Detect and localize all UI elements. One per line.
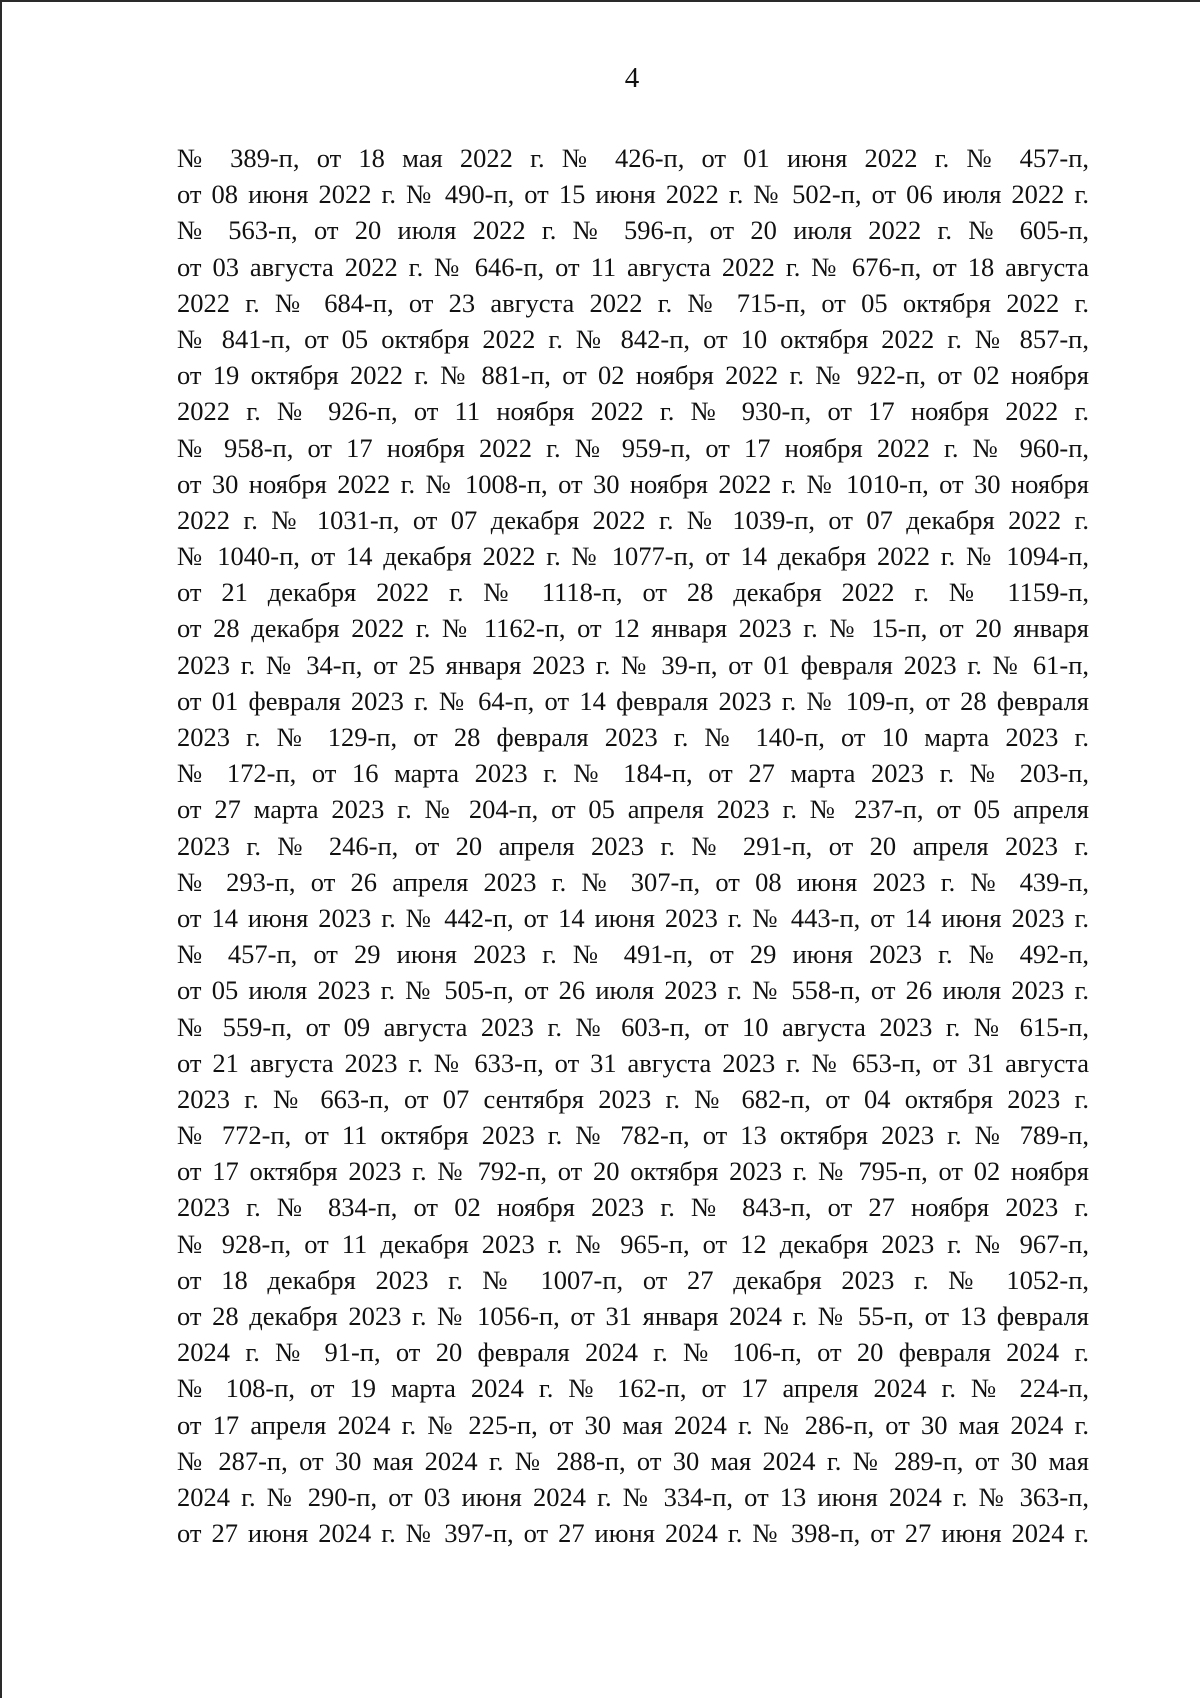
text-line: № 172-п, от 16 марта 2023 г. № 184-п, от 27 марта 2023 г. № 203-п, <box>177 758 1089 789</box>
text-line: от 17 октября 2023 г. № 792-п, от 20 октября 2023 г. № 795-п, от 02 ноября <box>177 1156 1089 1187</box>
text-line: от 08 июня 2022 г. № 490-п, от 15 июня 2022 г. № 502-п, от 06 июля 2022 г. <box>177 179 1089 210</box>
text-line: № 559-п, от 09 августа 2023 г. № 603-п, от 10 августа 2023 г. № 615-п, <box>177 1011 1089 1042</box>
text-line: от 01 февраля 2023 г. № 64-п, от 14 февраля 2023 г. № 109-п, от 28 февраля <box>177 685 1089 716</box>
text-line: от 18 декабря 2023 г. № 1007-п, от 27 декабря 2023 г. № 1052-п, <box>177 1264 1089 1295</box>
text-line: № 1040-п, от 14 декабря 2022 г. № 1077-п, от 14 декабря 2022 г. № 1094-п, <box>177 541 1089 572</box>
text-line: от 27 июня 2024 г. № 397-п, от 27 июня 2024 г. № 398-п, от 27 июня 2024 г. <box>177 1518 1089 1549</box>
text-line: № 108-п, от 19 марта 2024 г. № 162-п, от 17 апреля 2024 г. № 224-п, <box>177 1373 1089 1404</box>
text-line: № 958-п, от 17 ноября 2022 г. № 959-п, от 17 ноября 2022 г. № 960-п, <box>177 432 1089 463</box>
text-line: от 05 июля 2023 г. № 505-п, от 26 июля 2023 г. № 558-п, от 26 июля 2023 г. <box>177 975 1089 1006</box>
text-line: от 27 марта 2023 г. № 204-п, от 05 апреля 2023 г. № 237-п, от 05 апреля <box>177 794 1089 825</box>
text-line: 2022 г. № 926-п, от 11 ноября 2022 г. № 930-п, от 17 ноября 2022 г. <box>177 396 1089 427</box>
text-line: от 21 декабря 2022 г. № 1118-п, от 28 декабря 2022 г. № 1159-п, <box>177 577 1089 608</box>
text-line: 2023 г. № 246-п, от 20 апреля 2023 г. № 291-п, от 20 апреля 2023 г. <box>177 830 1089 861</box>
text-line: 2024 г. № 290-п, от 03 июня 2024 г. № 334-п, от 13 июня 2024 г. № 363-п, <box>177 1481 1089 1512</box>
text-line: от 21 августа 2023 г. № 633-п, от 31 августа 2023 г. № 653-п, от 31 августа <box>177 1047 1089 1078</box>
text-line: от 30 ноября 2022 г. № 1008-п, от 30 ноября 2022 г. № 1010-п, от 30 ноября <box>177 468 1089 499</box>
page-number: 4 <box>624 62 640 94</box>
text-line: № 772-п, от 11 октября 2023 г. № 782-п, от 13 октября 2023 г. № 789-п, <box>177 1120 1089 1151</box>
text-line: 2023 г. № 34-п, от 25 января 2023 г. № 39-п, от 01 февраля 2023 г. № 61-п, <box>177 649 1089 680</box>
text-line: 2023 г. № 129-п, от 28 февраля 2023 г. № 140-п, от 10 марта 2023 г. <box>177 722 1089 752</box>
text-line: от 28 декабря 2022 г. № 1162-п, от 12 января 2023 г. № 15-п, от 20 января <box>177 613 1089 644</box>
text-line: № 457-п, от 29 июня 2023 г. № 491-п, от 29 июня 2023 г. № 492-п, <box>177 939 1089 970</box>
text-line: 2022 г. № 684-п, от 23 августа 2022 г. № 715-п, от 05 октября 2022 г. <box>177 287 1089 318</box>
text-line: № 389-п, от 18 мая 2022 г. № 426-п, от 01 июня 2022 г. № 457-п, <box>177 143 1089 173</box>
text-line: 2022 г. № 1031-п, от 07 декабря 2022 г. № 1039-п, от 07 декабря 2022 г. <box>177 504 1089 535</box>
text-line: № 287-п, от 30 мая 2024 г. № 288-п, от 30 мая 2024 г. № 289-п, от 30 мая <box>177 1445 1089 1476</box>
text-line: от 14 июня 2023 г. № 442-п, от 14 июня 2023 г. № 443-п, от 14 июня 2023 г. <box>177 902 1089 933</box>
text-line: от 17 апреля 2024 г. № 225-п, от 30 мая 2024 г. № 286-п, от 30 мая 2024 г. <box>177 1409 1089 1440</box>
text-line: № 841-п, от 05 октября 2022 г. № 842-п, от 10 октября 2022 г. № 857-п, <box>177 323 1089 354</box>
text-line: 2023 г. № 834-п, от 02 ноября 2023 г. № 843-п, от 27 ноября 2023 г. <box>177 1192 1089 1223</box>
text-line: № 563-п, от 20 июля 2022 г. № 596-п, от 20 июля 2022 г. № 605-п, <box>177 215 1089 246</box>
text-line: 2024 г. № 91-п, от 20 февраля 2024 г. № 106-п, от 20 февраля 2024 г. <box>177 1337 1089 1368</box>
text-line: от 03 августа 2022 г. № 646-п, от 11 августа 2022 г. № 676-п, от 18 августа <box>177 251 1089 282</box>
body-text <box>177 140 1089 1551</box>
text-line: от 28 декабря 2023 г. № 1056-п, от 31 января 2024 г. № 55-п, от 13 февраля <box>177 1301 1089 1331</box>
text-line: № 928-п, от 11 декабря 2023 г. № 965-п, от 12 декабря 2023 г. № 967-п, <box>177 1228 1089 1259</box>
text-line: от 19 октября 2022 г. № 881-п, от 02 ноября 2022 г. № 922-п, от 02 ноября <box>177 360 1089 391</box>
text-line: № 293-п, от 26 апреля 2023 г. № 307-п, от 08 июня 2023 г. № 439-п, <box>177 866 1089 897</box>
text-line: 2023 г. № 663-п, от 07 сентября 2023 г. № 682-п, от 04 октября 2023 г. <box>177 1083 1089 1114</box>
